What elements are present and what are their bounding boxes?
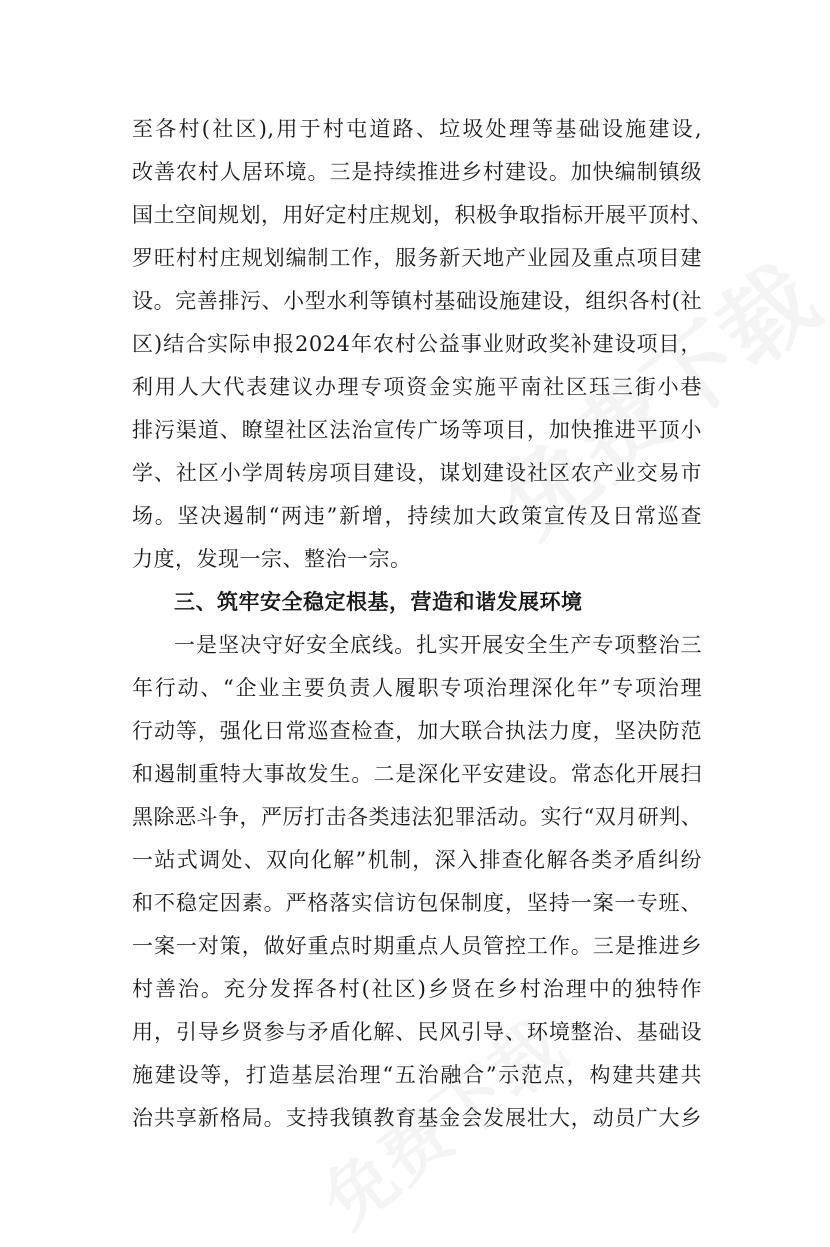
paragraph-line: 行动等，强化日常巡查检查，加大联合执法力度，坚决防范	[132, 719, 702, 743]
paragraph-line: 罗旺村村庄规划编制工作，服务新天地产业园及重点项目建	[132, 246, 702, 270]
section-heading: 三、筑牢安全稳定根基，营造和谐发展环境	[174, 590, 583, 614]
paragraph-line: 用，引导乡贤参与矛盾化解、民风引导、环境整治、基础设	[132, 1020, 702, 1044]
paragraph-line: 一站式调处、双向化解”机制，深入排查化解各类矛盾纠纷	[132, 848, 702, 872]
paragraph-line: 排污渠道、瞭望社区法治宣传广场等项目，加快推进平顶小	[132, 418, 702, 442]
paragraph-line: 至各村(社区),用于村屯道路、垃圾处理等基础设施建设,	[132, 117, 702, 141]
paragraph-line: 学、社区小学周转房项目建设，谋划建设社区农产业交易市	[132, 461, 702, 485]
paragraph-line: 设。完善排污、小型水利等镇村基础设施建设，组织各村(社	[132, 289, 702, 313]
paragraph-line: 治共享新格局。支持我镇教育基金会发展壮大，动员广大乡	[132, 1106, 702, 1130]
paragraph-line: 黑除恶斗争，严厉打击各类违法犯罪活动。实行“双月研判、	[132, 805, 703, 829]
paragraph-line: 国土空间规划，用好定村庄规划，积极争取指标开展平顶村、	[132, 203, 713, 227]
paragraph-line: 场。坚决遏制“两违”新增，持续加大政策宣传及日常巡查	[132, 504, 702, 528]
paragraph-line: 村善治。充分发挥各村(社区)乡贤在乡村治理中的独特作	[132, 977, 702, 1001]
paragraph-line: 施建设等，打造基层治理“五治融合”示范点，构建共建共	[132, 1063, 702, 1087]
paragraph-line: 一案一对策，做好重点时期重点人员管控工作。三是推进乡	[132, 934, 702, 958]
paragraph-line: 力度，发现一宗、整治一宗。	[132, 547, 412, 571]
paragraph-line: 区)结合实际申报2024年农村公益事业财政奖补建设项目，	[132, 332, 702, 356]
paragraph-line: 年行动、“企业主要负责人履职专项治理深化年”专项治理	[132, 676, 702, 700]
paragraph-line: 改善农村人居环境。三是持续推进乡村建设。加快编制镇级	[132, 160, 702, 184]
paragraph-line: 一是坚决守好安全底线。扎实开展安全生产专项整治三	[174, 633, 702, 657]
paragraph-line: 利用人大代表建议办理专项资金实施平南社区珏三街小巷	[132, 375, 702, 399]
paragraph-line: 和遏制重特大事故发生。二是深化平安建设。常态化开展扫	[132, 762, 702, 786]
paragraph-line: 和不稳定因素。严格落实信访包保制度，坚持一案一专班、	[132, 891, 702, 915]
